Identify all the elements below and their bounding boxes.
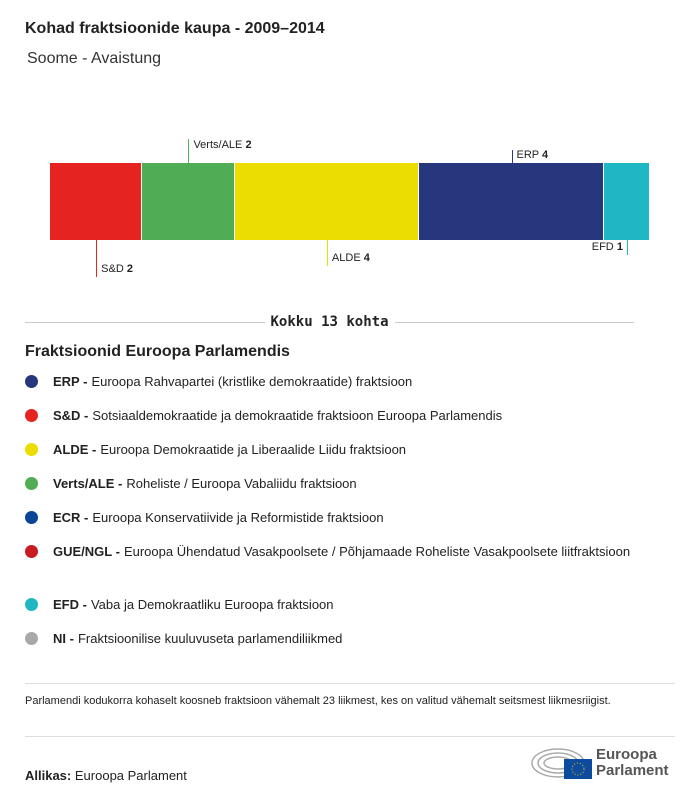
ep-logo bbox=[530, 745, 669, 781]
legend-dot-icon bbox=[25, 409, 38, 422]
legend-desc: Euroopa Rahvapartei (kristlike demokraatide) fraktsioon bbox=[91, 374, 413, 389]
legend-item bbox=[25, 630, 645, 647]
legend-abbr: GUE/NGL - bbox=[53, 544, 120, 559]
legend-abbr: EFD - bbox=[53, 597, 87, 612]
legend-desc: Roheliste / Euroopa Vabaliidu fraktsioon bbox=[126, 476, 357, 491]
label-leader-line bbox=[188, 139, 189, 163]
segment-label: ERP 4 bbox=[516, 149, 549, 161]
footnote: Parlamendi kodukorra kohaselt koosneb fraktsioon vähemalt 23 liikmest, kes on valitud vähemalt seitsmest liikmesriigist. bbox=[25, 695, 611, 707]
bar-segment-erp bbox=[419, 163, 604, 240]
source-label: Allikas: bbox=[25, 768, 72, 783]
legend-dot-icon bbox=[25, 375, 38, 388]
bar-segment-vertsale bbox=[142, 163, 234, 240]
label-leader-line bbox=[627, 240, 628, 255]
label-leader-line bbox=[512, 150, 513, 163]
legend-abbr: NI - bbox=[53, 631, 74, 646]
legend-dot-icon bbox=[25, 632, 38, 645]
bar-segment-alde bbox=[235, 163, 420, 240]
divider bbox=[25, 736, 675, 737]
logo-text: Parlament bbox=[596, 762, 669, 779]
bar-segment-sd bbox=[50, 163, 142, 240]
legend-dot-icon bbox=[25, 511, 38, 524]
legend-item bbox=[25, 543, 645, 560]
source-value: Euroopa Parlament bbox=[74, 768, 187, 783]
legend-dot-icon bbox=[25, 598, 38, 611]
segment-label: EFD 1 bbox=[591, 241, 623, 253]
stacked-bar bbox=[50, 139, 650, 275]
total-label: Kokku 13 kohta bbox=[270, 314, 389, 330]
logo-text: Euroopa bbox=[596, 746, 657, 763]
source bbox=[25, 768, 187, 783]
segment-label: Verts/ALE 2 bbox=[193, 139, 252, 151]
legend-desc: Vaba ja Demokraatliku Euroopa fraktsioon bbox=[90, 597, 334, 612]
total-seats bbox=[25, 312, 634, 332]
legend-dot-icon bbox=[25, 545, 38, 558]
legend-desc: Sotsiaaldemokraatide ja demokraatide fraktsioon Euroopa Parlamendis bbox=[92, 408, 503, 423]
chart-subtitle: Soome - Avaistung bbox=[27, 50, 162, 67]
bar-segment-efd bbox=[604, 163, 650, 240]
divider bbox=[25, 683, 675, 684]
segment-label: ALDE 4 bbox=[331, 252, 370, 264]
legend-item bbox=[25, 373, 645, 390]
legend-desc: Euroopa Konservatiivide ja Reformistide fraktsioon bbox=[92, 510, 384, 525]
parliament-logo-icon bbox=[530, 745, 592, 781]
legend-item bbox=[25, 475, 645, 492]
legend-item bbox=[25, 596, 645, 613]
legend-abbr: ALDE - bbox=[53, 442, 97, 457]
legend-desc: Euroopa Demokraatide ja Liberaalide Liidu fraktsioon bbox=[100, 442, 407, 457]
legend-abbr: ECR - bbox=[53, 510, 89, 525]
label-leader-line bbox=[327, 240, 328, 266]
label-leader-line bbox=[96, 240, 97, 277]
legend-item bbox=[25, 509, 645, 526]
segment-label: S&D 2 bbox=[101, 263, 133, 275]
legend-item bbox=[25, 441, 645, 458]
legend-item bbox=[25, 407, 645, 424]
legend-desc: Fraktsioonilise kuuluvuseta parlamendiliikmed bbox=[77, 631, 343, 646]
legend-abbr: Verts/ALE - bbox=[53, 476, 123, 491]
legend-abbr: ERP - bbox=[53, 374, 88, 389]
legend-abbr: S&D - bbox=[53, 408, 89, 423]
legend-title: Fraktsioonid Euroopa Parlamendis bbox=[25, 343, 290, 360]
legend-dot-icon bbox=[25, 443, 38, 456]
chart-title: Kohad fraktsioonide kaupa - 2009–2014 bbox=[25, 20, 325, 37]
legend-desc: Euroopa Ühendatud Vasakpoolsete / Põhjamaade Roheliste Vasakpoolsete liitfraktsioon bbox=[123, 544, 631, 559]
legend-dot-icon bbox=[25, 477, 38, 490]
